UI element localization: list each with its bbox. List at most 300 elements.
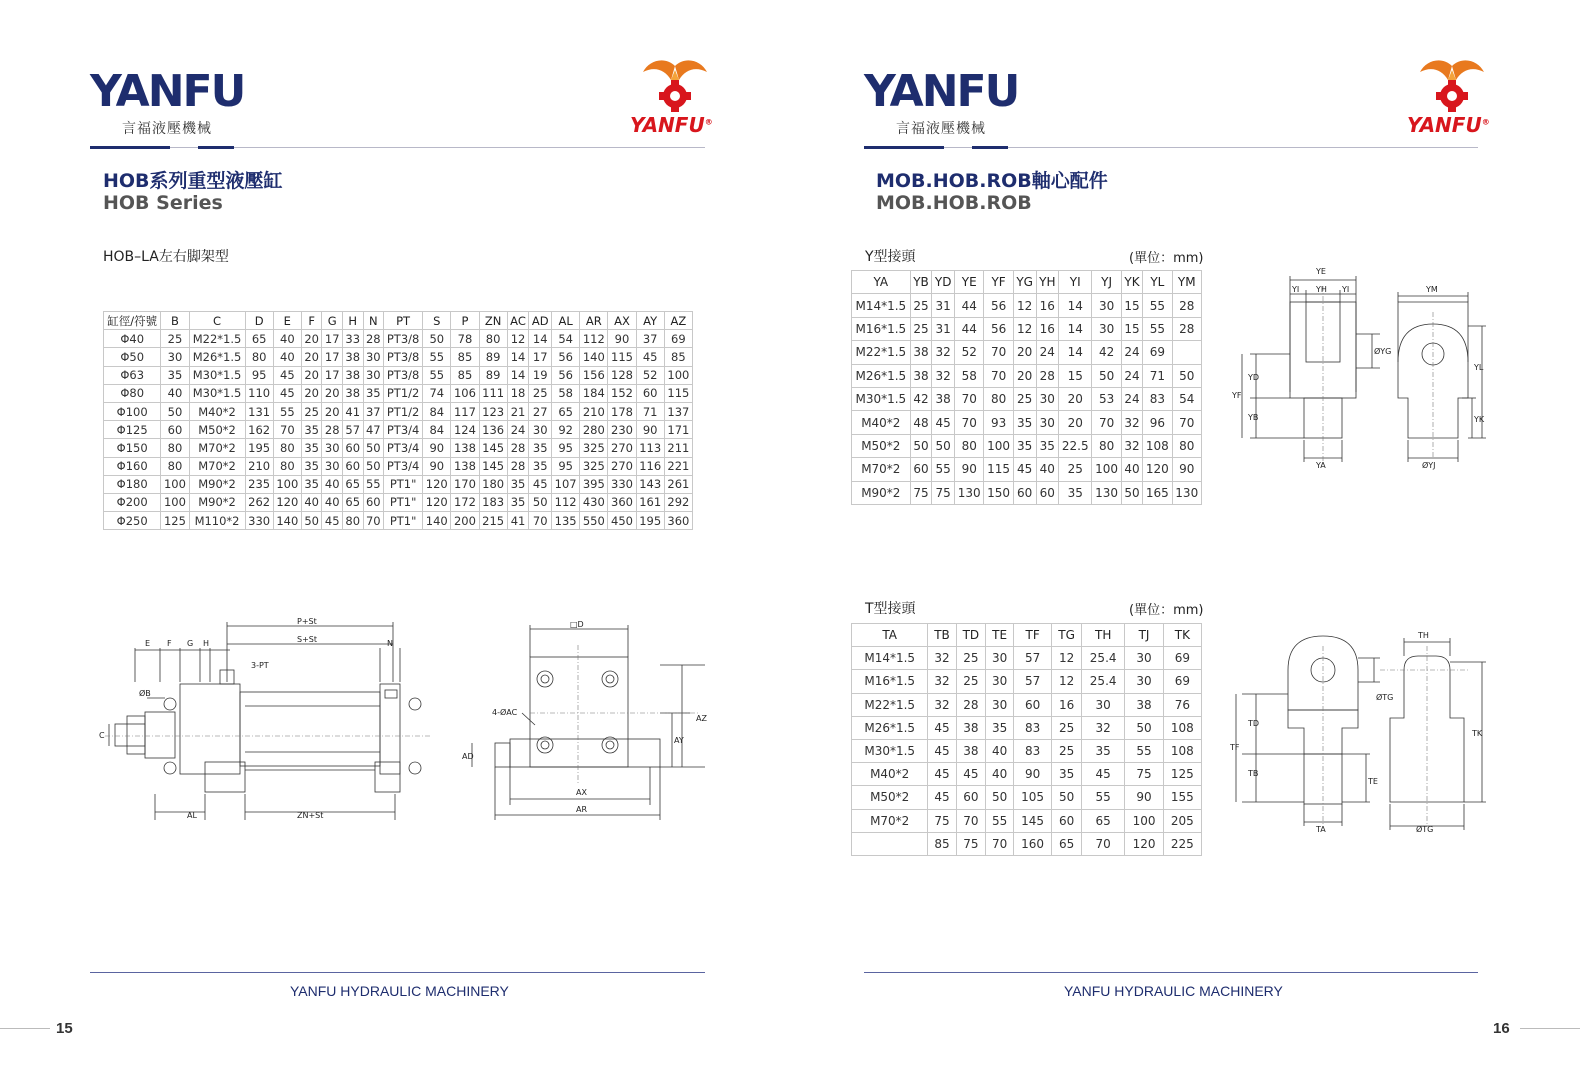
table-cell: 12 bbox=[1013, 317, 1036, 340]
table-cell: 35 bbox=[1052, 763, 1082, 786]
table-row bbox=[852, 341, 1202, 364]
table-cell: M50*2 bbox=[852, 786, 928, 809]
table-header-cell: S bbox=[423, 312, 451, 330]
table-cell: 131 bbox=[245, 402, 273, 420]
table-cell: 40 bbox=[1036, 458, 1058, 481]
table-cell: 18 bbox=[507, 384, 529, 402]
table-cell: 32 bbox=[1121, 434, 1142, 457]
table-cell: 124 bbox=[451, 421, 479, 439]
table-cell: 120 bbox=[273, 493, 301, 511]
table-header-cell: YD bbox=[932, 271, 955, 294]
brand-chinese-name: 言福液壓機械 bbox=[896, 121, 986, 137]
table-cell: 40 bbox=[301, 493, 322, 511]
table-header-cell: F bbox=[301, 312, 322, 330]
table-cell: 32 bbox=[928, 647, 956, 670]
table-cell: Φ63 bbox=[104, 366, 161, 384]
table-row bbox=[852, 832, 1202, 855]
table-cell: 47 bbox=[363, 421, 384, 439]
table-header-cell: YE bbox=[955, 271, 984, 294]
table-cell: 55 bbox=[986, 809, 1014, 832]
table-cell: 28 bbox=[1172, 294, 1201, 317]
table-cell: 60 bbox=[363, 493, 384, 511]
label-tg: ØTG bbox=[1376, 693, 1394, 702]
table-cell: 80 bbox=[273, 457, 301, 475]
table-cell: 38 bbox=[910, 341, 932, 364]
table-cell: 50 bbox=[301, 512, 322, 530]
logo-wordmark: YANFU® bbox=[630, 113, 713, 137]
table-header-cell: YJ bbox=[1092, 271, 1121, 294]
table-cell: 65 bbox=[1052, 832, 1082, 855]
table-cell: 45 bbox=[1081, 763, 1124, 786]
table-cell: 35 bbox=[1013, 411, 1036, 434]
table-cell: 40 bbox=[986, 739, 1014, 762]
section-title-cn: MOB.HOB.ROB軸心配件 bbox=[876, 170, 1108, 192]
table-cell: 56 bbox=[984, 294, 1013, 317]
y-joint-unit: (單位：mm) bbox=[1129, 251, 1204, 266]
table-cell: 50 bbox=[423, 330, 451, 348]
table-cell: 38 bbox=[342, 384, 363, 402]
table-cell: 31 bbox=[932, 317, 955, 340]
table-cell: 28 bbox=[507, 457, 529, 475]
table-cell: 32 bbox=[932, 341, 955, 364]
table-cell: 40 bbox=[1121, 458, 1142, 481]
table-row bbox=[852, 716, 1202, 739]
table-cell: M30*1.5 bbox=[852, 739, 928, 762]
table-cell: 145 bbox=[479, 439, 507, 457]
table-cell: 14 bbox=[1059, 317, 1092, 340]
table-cell: 38 bbox=[932, 387, 955, 410]
table-cell: 30 bbox=[529, 421, 552, 439]
table-cell: 200 bbox=[451, 512, 479, 530]
table-header-cell: YG bbox=[1013, 271, 1036, 294]
table-cell: 69 bbox=[664, 330, 692, 348]
table-header-cell: E bbox=[273, 312, 301, 330]
table-cell: 24 bbox=[1121, 387, 1142, 410]
table-cell: 105 bbox=[1013, 786, 1051, 809]
table-cell: 195 bbox=[636, 512, 664, 530]
table-cell: PT1/2 bbox=[384, 384, 423, 402]
label-ye: YE bbox=[1316, 267, 1326, 276]
table-cell: 25 bbox=[1059, 458, 1092, 481]
table-cell: 30 bbox=[363, 366, 384, 384]
table-cell: 330 bbox=[608, 475, 636, 493]
label-yi: YI bbox=[1292, 285, 1300, 294]
table-cell: PT3/4 bbox=[384, 439, 423, 457]
table-cell: 32 bbox=[1081, 716, 1124, 739]
table-cell: 35 bbox=[301, 475, 322, 493]
table-cell: Φ100 bbox=[104, 402, 161, 420]
table-cell: M14*1.5 bbox=[852, 294, 911, 317]
table-cell: 90 bbox=[423, 457, 451, 475]
table-cell: 60 bbox=[342, 439, 363, 457]
hob-la-dimension-table bbox=[103, 311, 693, 530]
table-cell: 152 bbox=[608, 384, 636, 402]
table-cell: 38 bbox=[1125, 693, 1163, 716]
table-cell: 136 bbox=[479, 421, 507, 439]
table-cell: 70 bbox=[363, 512, 384, 530]
table-cell: 45 bbox=[928, 716, 956, 739]
table-cell: Φ160 bbox=[104, 457, 161, 475]
table-header-cell: G bbox=[322, 312, 343, 330]
label-tf: TF bbox=[1230, 743, 1240, 752]
table-cell: PT3/8 bbox=[384, 348, 423, 366]
table-cell: 162 bbox=[245, 421, 273, 439]
table-cell: 395 bbox=[580, 475, 608, 493]
table-cell: 25 bbox=[910, 317, 932, 340]
table-cell: 78 bbox=[451, 330, 479, 348]
table-cell: Φ150 bbox=[104, 439, 161, 457]
page-number-rule bbox=[1520, 1028, 1580, 1029]
table-cell: 55 bbox=[423, 366, 451, 384]
table-cell: 35 bbox=[161, 366, 189, 384]
table-cell: 70 bbox=[529, 512, 552, 530]
table-header-cell: TA bbox=[852, 624, 928, 647]
table-cell: 45 bbox=[529, 475, 552, 493]
table-cell: 100 bbox=[161, 493, 189, 511]
table-cell: 230 bbox=[608, 421, 636, 439]
table-header-cell: YA bbox=[852, 271, 911, 294]
table-cell: 117 bbox=[451, 402, 479, 420]
table-cell: 70 bbox=[273, 421, 301, 439]
table-cell: 80 bbox=[1172, 434, 1201, 457]
table-cell: 38 bbox=[956, 739, 986, 762]
table-header-cell: AZ bbox=[664, 312, 692, 330]
table-header-cell: TB bbox=[928, 624, 956, 647]
header-accent bbox=[972, 146, 1008, 149]
cylinder-end-view-drawing bbox=[460, 615, 715, 830]
table-cell: 130 bbox=[1092, 481, 1121, 504]
label-p-st: P+St bbox=[297, 617, 317, 626]
table-cell: 30 bbox=[161, 348, 189, 366]
table-cell: 32 bbox=[932, 364, 955, 387]
section-title-en: MOB.HOB.ROB bbox=[876, 192, 1032, 214]
table-header-cell: TF bbox=[1013, 624, 1051, 647]
table-cell: 55 bbox=[423, 348, 451, 366]
table-cell: 170 bbox=[451, 475, 479, 493]
table-cell: 42 bbox=[1092, 341, 1121, 364]
table-cell: 90 bbox=[423, 439, 451, 457]
label-yk: YK bbox=[1474, 415, 1485, 424]
table-header-cell: AR bbox=[580, 312, 608, 330]
table-cell: 33 bbox=[342, 330, 363, 348]
table-cell: 31 bbox=[932, 294, 955, 317]
table-cell: 145 bbox=[479, 457, 507, 475]
table-cell: 17 bbox=[322, 348, 343, 366]
table-cell: 125 bbox=[161, 512, 189, 530]
table-cell: 140 bbox=[423, 512, 451, 530]
table-row bbox=[104, 457, 693, 475]
table-cell: 80 bbox=[984, 387, 1013, 410]
table-cell: 25 bbox=[1052, 739, 1082, 762]
table-cell: 20 bbox=[1013, 364, 1036, 387]
table-header-cell: N bbox=[363, 312, 384, 330]
table-cell: 30 bbox=[1081, 693, 1124, 716]
table-cell: 35 bbox=[1036, 434, 1058, 457]
table-cell: 55 bbox=[1143, 294, 1172, 317]
table-cell: 145 bbox=[1013, 809, 1051, 832]
table-row bbox=[852, 809, 1202, 832]
table-cell: 108 bbox=[1163, 716, 1201, 739]
table-cell: 28 bbox=[363, 330, 384, 348]
table-cell: 70 bbox=[1081, 832, 1124, 855]
table-cell: 30 bbox=[322, 439, 343, 457]
table-cell: 171 bbox=[664, 421, 692, 439]
table-cell: 261 bbox=[664, 475, 692, 493]
table-cell: 138 bbox=[451, 439, 479, 457]
table-cell: 70 bbox=[984, 364, 1013, 387]
table-cell: 44 bbox=[955, 317, 984, 340]
table-cell: M26*1.5 bbox=[189, 348, 245, 366]
table-header-cell: P bbox=[451, 312, 479, 330]
table-cell: 35 bbox=[301, 421, 322, 439]
table-cell: 65 bbox=[245, 330, 273, 348]
table-cell: 60 bbox=[910, 458, 932, 481]
header-accent bbox=[90, 146, 170, 149]
table-cell: 45 bbox=[928, 739, 956, 762]
footer-rule bbox=[864, 972, 1478, 973]
table-cell: 42 bbox=[910, 387, 932, 410]
table-cell: M90*2 bbox=[852, 481, 911, 504]
table-cell: 84 bbox=[423, 402, 451, 420]
table-cell: 137 bbox=[664, 402, 692, 420]
table-cell: 85 bbox=[928, 832, 956, 855]
table-cell: M30*1.5 bbox=[189, 384, 245, 402]
table-row bbox=[104, 348, 693, 366]
table-cell: 28 bbox=[322, 421, 343, 439]
table-cell: 45 bbox=[956, 763, 986, 786]
table-cell: 35 bbox=[986, 716, 1014, 739]
table-cell: 292 bbox=[664, 493, 692, 511]
table-cell: 69 bbox=[1163, 670, 1201, 693]
table-cell: 71 bbox=[1143, 364, 1172, 387]
table-row bbox=[104, 366, 693, 384]
table-cell: 75 bbox=[932, 481, 955, 504]
table-cell: 360 bbox=[664, 512, 692, 530]
table-cell: 20 bbox=[301, 366, 322, 384]
table-cell: M70*2 bbox=[852, 458, 911, 481]
table-cell: 130 bbox=[1172, 481, 1201, 504]
table-cell: Φ125 bbox=[104, 421, 161, 439]
table-cell: 195 bbox=[245, 439, 273, 457]
table-cell: 76 bbox=[1163, 693, 1201, 716]
table-cell: 35 bbox=[363, 384, 384, 402]
table-cell: 32 bbox=[928, 693, 956, 716]
table-cell: 80 bbox=[342, 512, 363, 530]
table-cell: 120 bbox=[1125, 832, 1163, 855]
y-joint-title: Y型接頭 bbox=[865, 249, 916, 265]
table-cell: 55 bbox=[273, 402, 301, 420]
table-header-cell: TH bbox=[1081, 624, 1124, 647]
label-yb: YB bbox=[1248, 413, 1259, 422]
table-cell: 15 bbox=[1121, 317, 1142, 340]
table-cell: 20 bbox=[322, 384, 343, 402]
table-header-cell: B bbox=[161, 312, 189, 330]
table-cell: 27 bbox=[529, 402, 552, 420]
table-cell: 84 bbox=[423, 421, 451, 439]
right-page bbox=[790, 0, 1580, 1080]
table-cell: 69 bbox=[1143, 341, 1172, 364]
table-cell: 100 bbox=[984, 434, 1013, 457]
table-row bbox=[852, 458, 1202, 481]
table-cell: M26*1.5 bbox=[852, 716, 928, 739]
table-cell: 50 bbox=[1121, 481, 1142, 504]
label-square-d: □D bbox=[570, 620, 584, 629]
table-cell: 24 bbox=[1121, 364, 1142, 387]
table-cell: 35 bbox=[529, 457, 552, 475]
table-cell: 48 bbox=[910, 411, 932, 434]
table-cell: 58 bbox=[552, 384, 580, 402]
table-row bbox=[104, 402, 693, 420]
table-cell: M40*2 bbox=[852, 411, 911, 434]
table-row bbox=[852, 387, 1202, 410]
label-al: AL bbox=[187, 811, 197, 820]
table-row bbox=[104, 475, 693, 493]
label-f: F bbox=[167, 639, 172, 648]
table-cell: 112 bbox=[580, 330, 608, 348]
table-cell: 25 bbox=[1052, 716, 1082, 739]
table-cell: 37 bbox=[636, 330, 664, 348]
table-cell: 57 bbox=[1013, 647, 1051, 670]
table-cell: 17 bbox=[322, 330, 343, 348]
table-cell: 45 bbox=[273, 384, 301, 402]
table-cell: 140 bbox=[580, 348, 608, 366]
label-ay: AY bbox=[674, 736, 684, 745]
table-cell: 15 bbox=[1121, 294, 1142, 317]
table-cell: 40 bbox=[986, 763, 1014, 786]
table-row bbox=[852, 786, 1202, 809]
table-cell: 60 bbox=[342, 457, 363, 475]
table-row bbox=[104, 384, 693, 402]
table-cell: PT1" bbox=[384, 493, 423, 511]
label-n: N bbox=[387, 639, 393, 648]
table-cell: M70*2 bbox=[189, 457, 245, 475]
table-cell: 16 bbox=[1052, 693, 1082, 716]
table-cell: 130 bbox=[955, 481, 984, 504]
table-cell: 60 bbox=[1036, 481, 1058, 504]
table-cell: 120 bbox=[423, 493, 451, 511]
table-cell: 12 bbox=[1013, 294, 1036, 317]
table-cell: 80 bbox=[955, 434, 984, 457]
table-cell: 125 bbox=[1163, 763, 1201, 786]
table-cell: 70 bbox=[986, 832, 1014, 855]
table-cell: 16 bbox=[1036, 294, 1058, 317]
table-cell: 60 bbox=[1052, 809, 1082, 832]
table-row bbox=[104, 512, 693, 530]
table-cell: 80 bbox=[161, 439, 189, 457]
table-header-cell: PT bbox=[384, 312, 423, 330]
table-cell: 40 bbox=[161, 384, 189, 402]
table-cell: M16*1.5 bbox=[852, 317, 911, 340]
footer-rule bbox=[90, 972, 705, 973]
table-cell: 89 bbox=[479, 366, 507, 384]
table-cell: 40 bbox=[273, 348, 301, 366]
table-cell: PT3/4 bbox=[384, 457, 423, 475]
table-header-cell: YK bbox=[1121, 271, 1142, 294]
table-cell: 215 bbox=[479, 512, 507, 530]
header-accent bbox=[198, 146, 234, 149]
table-header-row bbox=[852, 271, 1202, 294]
table-cell: 50 bbox=[986, 786, 1014, 809]
brand-wordmark: YANFU bbox=[864, 66, 1019, 117]
label-tg-bottom: ØTG bbox=[1416, 825, 1434, 834]
table-cell: 161 bbox=[636, 493, 664, 511]
table-cell: Φ40 bbox=[104, 330, 161, 348]
table-cell: 28 bbox=[956, 693, 986, 716]
table-cell: 70 bbox=[984, 341, 1013, 364]
table-header-cell: YH bbox=[1036, 271, 1058, 294]
table-cell: 50 bbox=[1092, 364, 1121, 387]
table-row bbox=[104, 330, 693, 348]
table-cell: 69 bbox=[1163, 647, 1201, 670]
table-cell: M30*1.5 bbox=[189, 366, 245, 384]
table-cell: 165 bbox=[1143, 481, 1172, 504]
label-yg: ØYG bbox=[1374, 347, 1392, 356]
table-cell: M30*1.5 bbox=[852, 387, 911, 410]
table-cell: M70*2 bbox=[189, 439, 245, 457]
label-ta: TA bbox=[1316, 825, 1326, 834]
table-cell: 360 bbox=[608, 493, 636, 511]
table-cell: 35 bbox=[301, 439, 322, 457]
table-cell: 32 bbox=[1121, 411, 1142, 434]
table-cell: 52 bbox=[636, 366, 664, 384]
table-cell: M16*1.5 bbox=[852, 670, 928, 693]
table-row bbox=[852, 434, 1202, 457]
table-cell: 90 bbox=[1125, 786, 1163, 809]
label-ar: AR bbox=[576, 805, 588, 814]
table-cell: 55 bbox=[363, 475, 384, 493]
table-cell: 71 bbox=[636, 402, 664, 420]
cylinder-side-view-drawing bbox=[95, 612, 435, 832]
table-cell: 17 bbox=[529, 348, 552, 366]
table-cell: 12 bbox=[1052, 670, 1082, 693]
label-yh: YH bbox=[1316, 285, 1327, 294]
label-4-ac: 4-ØAC bbox=[492, 708, 518, 717]
table-cell: PT3/8 bbox=[384, 330, 423, 348]
table-cell: 38 bbox=[956, 716, 986, 739]
table-cell: 210 bbox=[580, 402, 608, 420]
table-cell bbox=[1172, 341, 1201, 364]
table-cell: 74 bbox=[423, 384, 451, 402]
table-cell: 106 bbox=[451, 384, 479, 402]
table-cell: 24 bbox=[1121, 341, 1142, 364]
table-cell: 14 bbox=[507, 348, 529, 366]
table-cell: 100 bbox=[664, 366, 692, 384]
table-cell: 184 bbox=[580, 384, 608, 402]
label-te: TE bbox=[1368, 777, 1378, 786]
table-header-cell: 缸徑/符號 bbox=[104, 312, 161, 330]
y-joint-drawing bbox=[1230, 262, 1490, 472]
table-cell: 45 bbox=[928, 763, 956, 786]
table-cell: 32 bbox=[928, 670, 956, 693]
table-cell: 50 bbox=[529, 493, 552, 511]
table-cell: 95 bbox=[552, 439, 580, 457]
table-cell: 140 bbox=[273, 512, 301, 530]
table-cell: 50 bbox=[910, 434, 932, 457]
table-cell: 325 bbox=[580, 457, 608, 475]
table-cell: 100 bbox=[1092, 458, 1121, 481]
t-joint-drawing bbox=[1230, 626, 1490, 836]
table-cell: 100 bbox=[273, 475, 301, 493]
table-cell: 172 bbox=[451, 493, 479, 511]
table-cell: 65 bbox=[342, 493, 363, 511]
table-cell: 53 bbox=[1092, 387, 1121, 410]
table-cell: 55 bbox=[1125, 739, 1163, 762]
table-header-cell: YB bbox=[910, 271, 932, 294]
table-cell: 20 bbox=[1059, 387, 1092, 410]
table-cell: 38 bbox=[910, 364, 932, 387]
table-header-cell: YF bbox=[984, 271, 1013, 294]
table-cell: 80 bbox=[1092, 434, 1121, 457]
